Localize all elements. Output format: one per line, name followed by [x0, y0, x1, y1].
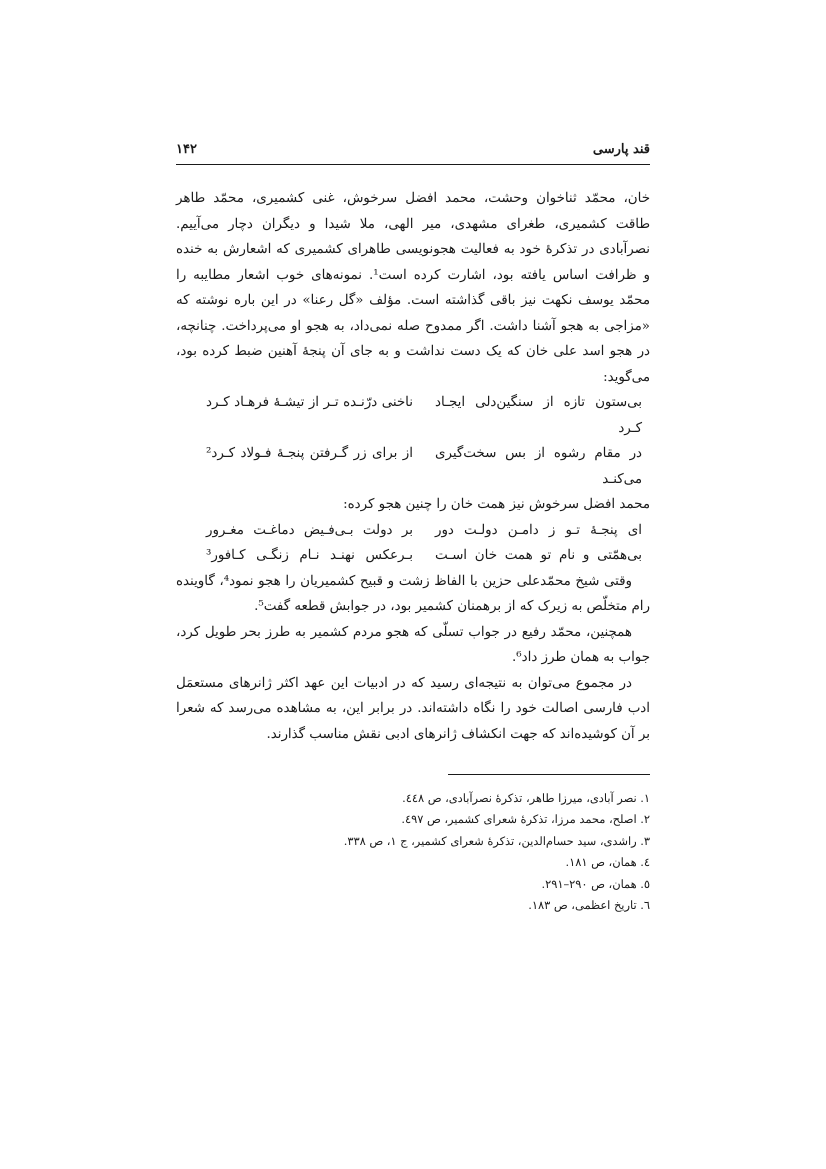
- paragraph-4: در مجموع می‌توان به نتیجه‌ای رسید که در ادبیات این عهد اکثر ژانرهای مستعمَل ادب فارسی اصالت خود را نگاه داشته‌اند. در برابر این، به مشاهده می‌رسد که شعرا بر آن کوشیده‌اند که جهت انکشاف ژانرهای ادبی نقش مناسب گذارند.: [176, 675, 650, 742]
- paragraph-1: خان، محمّد ثناخوان وحشت، محمد افضل سرخوش، غنی کشمیری، محمّد طاهر طاقت کشمیری، طغرای مشهدی، میر الهی، ملا شیدا و دیگران دچار می‌آییم. نصرآبادی در تذکرهٔ خود به فعالیت هجونویسی طاهرای کشمیری که اشعارش به خنده و ظرافت اساس یافته بود، اشارت کرده است¹. نمونه‌های خوب اشعار مطایبه را محمّد یوسف نکهت نیز باقی گذاشته است. مؤلف «گل رعنا» در این باره نوشته که «مزاجی به هجو آشنا داشت. اگر ممدوح صله نمی‌داد، به هجو او می‌پرداخت. چنانچه، در هجو اسد علی خان که یک دست نداشت و به جای آن پنجهٔ آهنین ضبط کرده بود، می‌گوید:: [176, 191, 650, 385]
- running-header: [176, 136, 650, 165]
- paragraph-2: وقتی شیخ محمّدعلی حزین با الفاظ زشت و قبیح کشمیریان را هجو نمود⁴، گاوینده رام متخلّص به زیرک که از برهمنان کشمیر بود، در جوابش قطعه گفت⁵.: [176, 573, 650, 614]
- verse-line: [176, 543, 650, 569]
- hemistich: بی‌همّتی و نام تو همت خان اسـت: [435, 548, 642, 563]
- hemistich: بر دولت بـی‌فـیض دماغـت مغـرور: [206, 522, 413, 538]
- footnote: ٤. همان، ص ۱۸۱.: [565, 855, 650, 870]
- hemistich: بی‌ستون تازه از سنگین‌دلی ایجـاد کـرد: [435, 395, 642, 436]
- verse-line: [176, 441, 650, 492]
- verse-line: [176, 390, 650, 441]
- hemistich: بـرعکس نهنـد نـام زنگـی کـافور³: [206, 548, 413, 563]
- journal-title: قند پارسی: [592, 142, 650, 157]
- body-text: [176, 186, 650, 747]
- page-number: ۱۴۲: [176, 142, 197, 157]
- footnotes: [176, 788, 650, 916]
- footnote-divider: [448, 774, 650, 775]
- paragraph-3: همچنین، محمّد رفیع در جواب تسلّی که هجو مردم کشمیر به طرز بحر طویل کرد، جواب به همان طرز داد⁶.: [176, 624, 650, 665]
- footnote: ۱. نصر آبادی، میرزا طاهر، تذکرهٔ نصرآبادی، ص ٤٤٨.: [402, 791, 650, 805]
- hemistich: ناخنی درّنـده تـر از تیشـهٔ فرهـاد کـرد: [206, 395, 413, 410]
- footnote: ۲. اصلح، محمد مرزا، تذکرهٔ شعرای کشمیر، ص ٤٩٧.: [401, 812, 650, 827]
- hemistich: در مقام رشوه از بس سخت‌گیری می‌کنـد: [435, 446, 642, 487]
- poem-intro: محمد افضل سرخوش نیز همت خان را چنین هجو کرده:: [343, 497, 650, 512]
- footnote: ٥. همان، ص ۲۹۰–۲۹۱.: [541, 876, 650, 891]
- hemistich: ای پنجـهٔ تـو ز دامـن دولـت دور: [435, 522, 642, 538]
- footnote: ٦. تاریخ اعظمی، ص ۱۸۳.: [528, 898, 650, 913]
- verse-line: [176, 518, 650, 544]
- footnote: ۳. راشدی، سید حسام‌الدین، تذکرهٔ شعرای کشمیر، ج ۱، ص ۳۳۸.: [343, 833, 650, 848]
- hemistich: از برای زر گـرفتن پنجـهٔ فـولاد کـرد²: [206, 446, 413, 461]
